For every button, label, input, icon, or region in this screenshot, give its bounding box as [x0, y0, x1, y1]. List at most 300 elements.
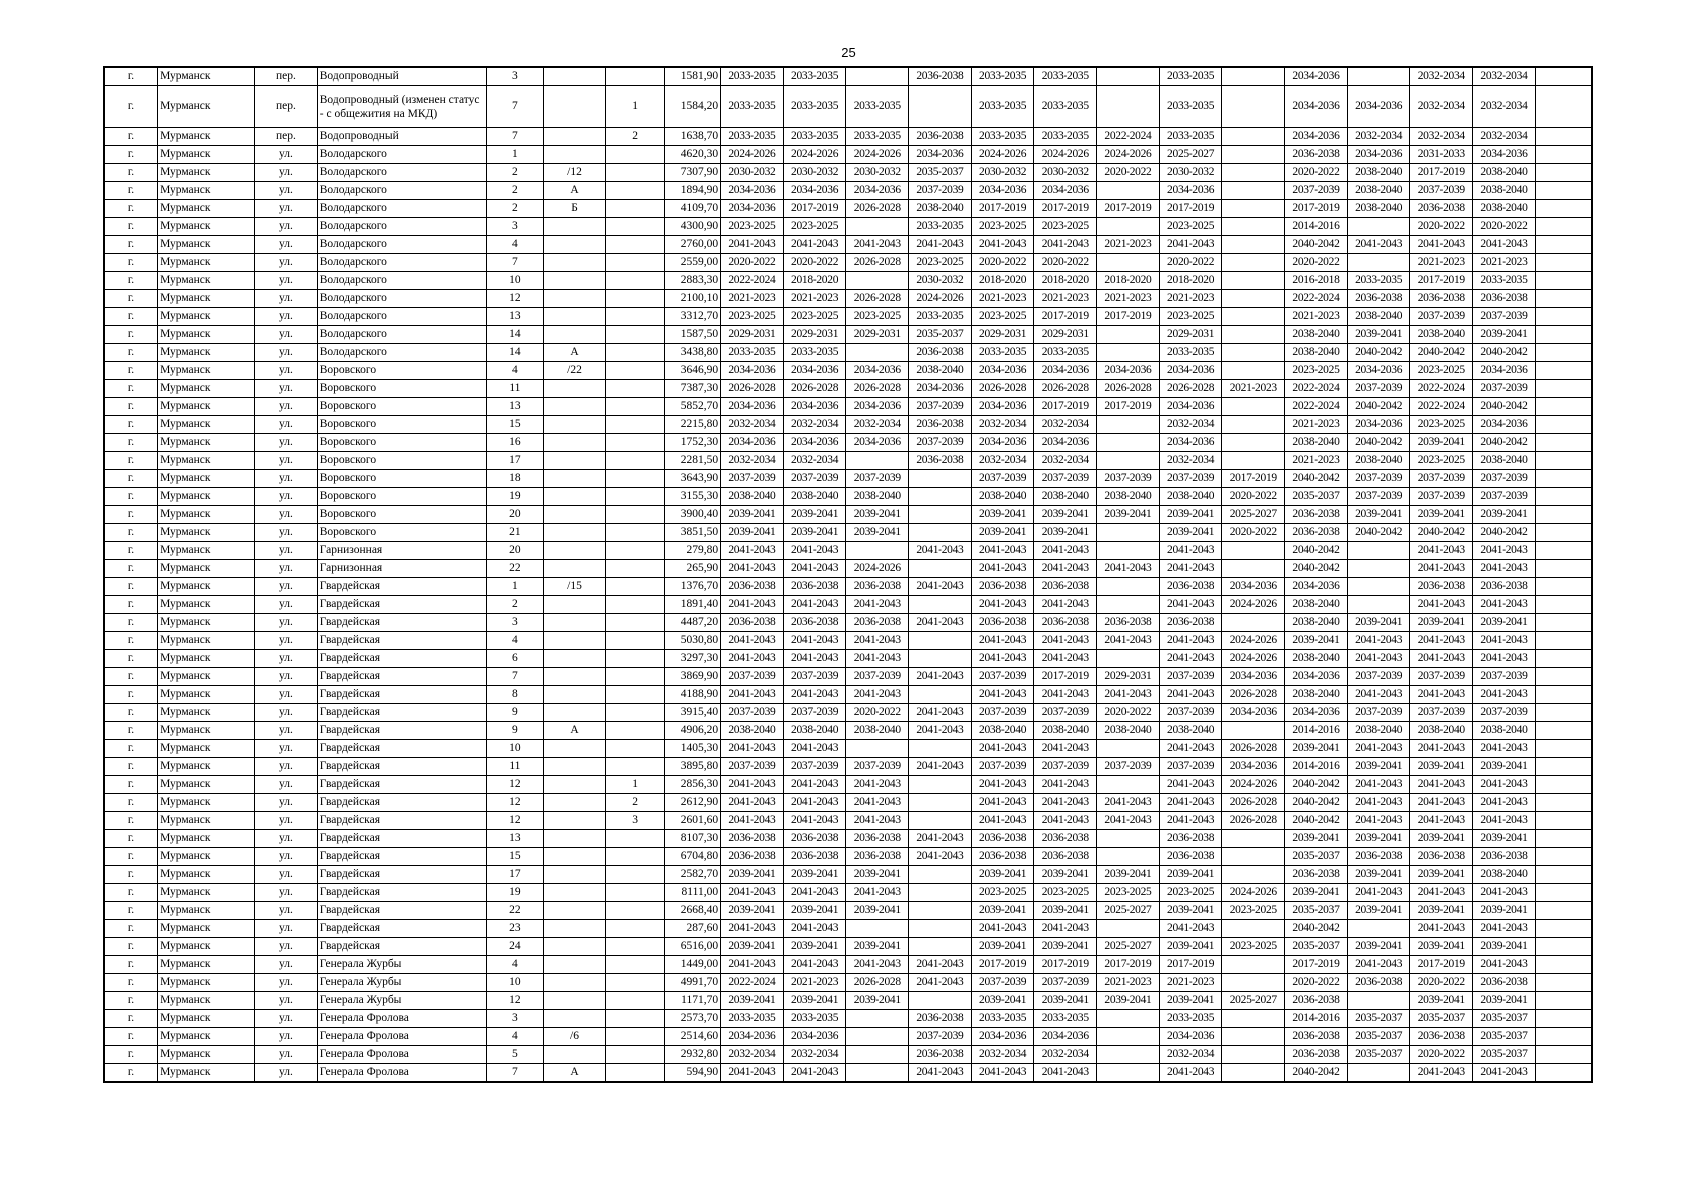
table-cell: 2041-2043 [721, 650, 784, 668]
table-cell: 2038-2040 [909, 200, 972, 218]
table-cell: 2041-2043 [1034, 596, 1097, 614]
table-cell [1347, 596, 1410, 614]
table-cell: 2036-2038 [783, 614, 846, 632]
table-cell: 2023-2025 [721, 308, 784, 326]
table-cell: 2035-2037 [1347, 1028, 1410, 1046]
table-cell: 2038-2040 [1473, 866, 1536, 884]
table-cell: 1 [486, 578, 544, 596]
table-cell: Мурманск [158, 272, 255, 290]
table-cell [544, 326, 606, 344]
table-cell: 2038-2040 [721, 488, 784, 506]
table-cell: 2038-2040 [971, 722, 1034, 740]
table-cell [544, 956, 606, 974]
table-cell [1535, 506, 1592, 524]
table-cell: 2 [486, 164, 544, 182]
table-cell: 2033-2035 [1159, 1010, 1222, 1028]
table-row [104, 470, 1592, 488]
table-cell [909, 992, 972, 1010]
table-cell: 2034-2036 [1285, 86, 1348, 128]
table-cell: г. [104, 614, 158, 632]
table-cell: 12 [486, 992, 544, 1010]
table-cell: 2041-2043 [971, 776, 1034, 794]
table-cell: 2041-2043 [1097, 812, 1160, 830]
table-cell: 2039-2041 [1034, 524, 1097, 542]
table-cell: 2041-2043 [909, 956, 972, 974]
table-cell: 2041-2043 [721, 560, 784, 578]
table-cell [1222, 920, 1285, 938]
table-cell: /6 [544, 1028, 606, 1046]
table-cell: Водопроводный [317, 128, 486, 146]
table-cell: 2036-2038 [1473, 848, 1536, 866]
table-cell: 2041-2043 [1473, 542, 1536, 560]
table-cell [544, 146, 606, 164]
table-cell: 2041-2043 [1347, 236, 1410, 254]
table-cell [909, 938, 972, 956]
table-cell [1535, 848, 1592, 866]
table-cell: 2029-2031 [783, 326, 846, 344]
table-cell: г. [104, 86, 158, 128]
table-cell: 2033-2035 [909, 308, 972, 326]
table-cell [605, 866, 665, 884]
table-cell: 2033-2035 [1159, 86, 1222, 128]
table-cell: 2037-2039 [1097, 758, 1160, 776]
table-cell: г. [104, 506, 158, 524]
table-cell: 7 [486, 668, 544, 686]
table-cell: 2033-2035 [783, 128, 846, 146]
table-cell: 7 [486, 128, 544, 146]
table-cell: 2041-2043 [1473, 812, 1536, 830]
table-cell: 2039-2041 [1347, 614, 1410, 632]
table-cell [1347, 67, 1410, 86]
table-cell: А [544, 344, 606, 362]
table-cell: 2014-2016 [1285, 722, 1348, 740]
table-cell: ул. [255, 1064, 318, 1083]
table-cell: Мурманск [158, 650, 255, 668]
table-cell: 2039-2041 [1159, 938, 1222, 956]
table-cell [605, 614, 665, 632]
table-cell [1222, 560, 1285, 578]
table-cell: 6516,00 [665, 938, 721, 956]
table-cell: 4 [486, 1028, 544, 1046]
table-cell: 2024-2026 [721, 146, 784, 164]
table-cell: 2034-2036 [1222, 704, 1285, 722]
table-cell: 2026-2028 [1222, 686, 1285, 704]
table-row [104, 1064, 1592, 1083]
table-cell: 2032-2034 [1473, 128, 1536, 146]
table-cell: 2033-2035 [721, 67, 784, 86]
table-cell: г. [104, 67, 158, 86]
table-cell [544, 86, 606, 128]
table-cell: 3851,50 [665, 524, 721, 542]
table-cell: Гвардейская [317, 938, 486, 956]
table-cell: ул. [255, 272, 318, 290]
table-cell: 2021-2023 [1222, 380, 1285, 398]
table-cell: 17 [486, 866, 544, 884]
table-cell: 2039-2041 [1285, 632, 1348, 650]
table-cell: 2039-2041 [1473, 758, 1536, 776]
table-cell [1535, 938, 1592, 956]
table-cell: 2612,90 [665, 794, 721, 812]
table-cell: 2041-2043 [909, 704, 972, 722]
table-cell: 2018-2020 [783, 272, 846, 290]
table-row [104, 794, 1592, 812]
table-cell: 2022-2024 [1097, 128, 1160, 146]
table-cell: 2037-2039 [1034, 470, 1097, 488]
table-cell: 2040-2042 [1410, 524, 1473, 542]
table-cell: 2033-2035 [971, 67, 1034, 86]
table-cell: 2039-2041 [1285, 740, 1348, 758]
table-cell: /15 [544, 578, 606, 596]
table-cell: ул. [255, 308, 318, 326]
table-cell: 8111,00 [665, 884, 721, 902]
table-cell: 2041-2043 [971, 632, 1034, 650]
table-cell [909, 902, 972, 920]
table-cell [605, 722, 665, 740]
table-cell: 2040-2042 [1285, 776, 1348, 794]
table-cell: 2039-2041 [721, 506, 784, 524]
table-cell: 2039-2041 [1097, 506, 1160, 524]
table-cell: 2041-2043 [909, 830, 972, 848]
table-cell [909, 488, 972, 506]
table-cell [605, 290, 665, 308]
table-cell: Володарского [317, 182, 486, 200]
table-cell: 2041-2043 [1347, 740, 1410, 758]
table-cell: г. [104, 182, 158, 200]
table-row [104, 866, 1592, 884]
table-cell: 2037-2039 [971, 470, 1034, 488]
table-cell: 12 [486, 290, 544, 308]
table-cell [605, 578, 665, 596]
table-cell: 2037-2039 [721, 758, 784, 776]
table-row [104, 686, 1592, 704]
table-cell: 2041-2043 [1410, 1064, 1473, 1083]
table-cell: 2034-2036 [846, 182, 909, 200]
table-cell: 2032-2034 [1159, 452, 1222, 470]
table-cell [544, 560, 606, 578]
table-cell: 2034-2036 [1222, 668, 1285, 686]
table-cell: 2033-2035 [1034, 67, 1097, 86]
table-cell: г. [104, 992, 158, 1010]
table-cell: 2037-2039 [846, 668, 909, 686]
table-cell: 2036-2038 [721, 848, 784, 866]
table-cell: г. [104, 362, 158, 380]
table-cell [605, 992, 665, 1010]
table-cell [1535, 308, 1592, 326]
table-cell: 2032-2034 [1159, 416, 1222, 434]
table-cell [544, 740, 606, 758]
table-cell: 2034-2036 [909, 146, 972, 164]
table-row [104, 938, 1592, 956]
table-cell: ул. [255, 182, 318, 200]
table-cell: Мурманск [158, 596, 255, 614]
table-cell: 2039-2041 [1410, 866, 1473, 884]
table-cell [1535, 758, 1592, 776]
table-cell: 2039-2041 [1034, 902, 1097, 920]
table-cell: 2036-2038 [909, 128, 972, 146]
table-cell [1535, 272, 1592, 290]
table-cell: 2033-2035 [1034, 86, 1097, 128]
table-cell: 2039-2041 [971, 524, 1034, 542]
table-cell: 2034-2036 [1285, 578, 1348, 596]
table-cell [544, 686, 606, 704]
table-cell: 2024-2026 [846, 146, 909, 164]
table-cell: г. [104, 776, 158, 794]
table-cell: 2026-2028 [1034, 380, 1097, 398]
table-cell: г. [104, 650, 158, 668]
table-cell [909, 632, 972, 650]
table-cell: 1752,30 [665, 434, 721, 452]
table-cell: 2029-2031 [1097, 668, 1160, 686]
table-cell: г. [104, 758, 158, 776]
table-cell: Мурманск [158, 146, 255, 164]
table-cell: 1891,40 [665, 596, 721, 614]
table-cell: Гвардейская [317, 650, 486, 668]
table-cell: 2023-2025 [846, 308, 909, 326]
table-cell: 2024-2026 [1222, 776, 1285, 794]
table-cell: 2029-2031 [971, 326, 1034, 344]
table-cell: 2023-2025 [971, 884, 1034, 902]
table-cell: 2039-2041 [1473, 902, 1536, 920]
table-cell [1222, 128, 1285, 146]
table-cell [605, 974, 665, 992]
table-cell: 2020-2022 [1410, 218, 1473, 236]
table-cell: 2017-2019 [1034, 398, 1097, 416]
table-cell: Мурманск [158, 902, 255, 920]
table-cell: 2023-2025 [1159, 308, 1222, 326]
table-cell [1347, 578, 1410, 596]
table-cell: 2037-2039 [1034, 974, 1097, 992]
table-cell: 2034-2036 [846, 434, 909, 452]
table-cell: 2025-2027 [1097, 902, 1160, 920]
table-cell: 2032-2034 [783, 416, 846, 434]
table-cell: 2036-2038 [971, 830, 1034, 848]
table-cell: 2024-2026 [1222, 650, 1285, 668]
table-cell: ул. [255, 596, 318, 614]
table-cell: 2036-2038 [846, 614, 909, 632]
table-cell [1097, 596, 1160, 614]
table-cell: 2020-2022 [1285, 254, 1348, 272]
table-cell: 2038-2040 [1347, 452, 1410, 470]
table-cell: 2037-2039 [1473, 488, 1536, 506]
table-cell [1222, 254, 1285, 272]
table-cell: 2039-2041 [1285, 830, 1348, 848]
table-cell [909, 650, 972, 668]
table-cell: г. [104, 1010, 158, 1028]
table-cell [846, 740, 909, 758]
table-cell: 2041-2043 [721, 542, 784, 560]
table-cell: 2023-2025 [1410, 452, 1473, 470]
table-cell: 2017-2019 [1285, 956, 1348, 974]
table-cell: 3643,90 [665, 470, 721, 488]
table-row [104, 614, 1592, 632]
table-cell [1097, 524, 1160, 542]
table-cell [1535, 146, 1592, 164]
table-cell: 2040-2042 [1285, 236, 1348, 254]
table-cell: Мурманск [158, 1046, 255, 1064]
table-cell: ул. [255, 1010, 318, 1028]
table-cell: г. [104, 938, 158, 956]
table-row [104, 128, 1592, 146]
table-cell: 2041-2043 [1473, 236, 1536, 254]
table-cell: 2035-2037 [909, 164, 972, 182]
table-cell: г. [104, 812, 158, 830]
table-cell: ул. [255, 326, 318, 344]
table-cell: 2035-2037 [1410, 1010, 1473, 1028]
table-cell [544, 920, 606, 938]
table-cell: Воровского [317, 416, 486, 434]
table-cell: 2021-2023 [1285, 452, 1348, 470]
table-cell [1222, 866, 1285, 884]
table-cell: 2041-2043 [721, 236, 784, 254]
table-cell: 2559,00 [665, 254, 721, 272]
table-cell: Воровского [317, 524, 486, 542]
table-cell: Водопроводный (изменен статус - с общежития на МКД) [317, 86, 486, 128]
table-cell: 2032-2034 [1034, 1046, 1097, 1064]
table-cell: 2041-2043 [783, 956, 846, 974]
table-cell [1535, 1028, 1592, 1046]
table-cell: 2039-2041 [1159, 902, 1222, 920]
table-cell: 2041-2043 [846, 650, 909, 668]
table-cell: 2601,60 [665, 812, 721, 830]
table-cell: 2041-2043 [1034, 686, 1097, 704]
table-cell: 2039-2041 [721, 902, 784, 920]
table-cell [1097, 67, 1160, 86]
table-cell: 1405,30 [665, 740, 721, 758]
page-number: 25 [841, 45, 856, 60]
table-cell: 2040-2042 [1285, 542, 1348, 560]
table-cell: 2040-2042 [1347, 344, 1410, 362]
table-cell: 2041-2043 [783, 632, 846, 650]
table-cell [605, 704, 665, 722]
table-cell: 2041-2043 [721, 956, 784, 974]
table-cell: 2037-2039 [1347, 704, 1410, 722]
table-cell: 2014-2016 [1285, 758, 1348, 776]
table-cell: Мурманск [158, 164, 255, 182]
table-cell: 2038-2040 [909, 362, 972, 380]
table-cell: 2041-2043 [783, 740, 846, 758]
table-cell: 2034-2036 [846, 362, 909, 380]
table-cell: 2036-2038 [1347, 974, 1410, 992]
table-cell: 2040-2042 [1347, 434, 1410, 452]
table-cell [544, 380, 606, 398]
table-cell: 2037-2039 [1347, 380, 1410, 398]
table-cell: 2023-2025 [1097, 884, 1160, 902]
table-cell [544, 524, 606, 542]
table-cell [544, 596, 606, 614]
table-cell: 2017-2019 [783, 200, 846, 218]
table-cell: 21 [486, 524, 544, 542]
table-cell: 2039-2041 [783, 992, 846, 1010]
table-cell [1222, 416, 1285, 434]
table-cell: 2041-2043 [1410, 650, 1473, 668]
table-cell: Гарнизонная [317, 560, 486, 578]
table-cell: 2041-2043 [1410, 596, 1473, 614]
table-cell: Володарского [317, 344, 486, 362]
table-cell: Мурманск [158, 758, 255, 776]
table-cell: 2036-2038 [1159, 830, 1222, 848]
table-cell [605, 1046, 665, 1064]
table-cell: 2039-2041 [1410, 902, 1473, 920]
table-cell [1097, 542, 1160, 560]
table-cell: 2 [605, 128, 665, 146]
table-cell [909, 560, 972, 578]
table-cell [605, 920, 665, 938]
table-cell: Мурманск [158, 67, 255, 86]
table-cell: 2041-2043 [1410, 740, 1473, 758]
table-cell: Мурманск [158, 524, 255, 542]
table-cell: 2023-2025 [721, 218, 784, 236]
table-cell: 2021-2023 [971, 290, 1034, 308]
table-cell: 12 [486, 794, 544, 812]
table-cell [605, 956, 665, 974]
table-cell: 2036-2038 [1159, 578, 1222, 596]
table-cell [1535, 722, 1592, 740]
table-cell: 2017-2019 [1034, 200, 1097, 218]
table-cell: 2038-2040 [1034, 722, 1097, 740]
table-cell: 2036-2038 [1473, 290, 1536, 308]
table-cell: 2020-2022 [783, 254, 846, 272]
table-cell: 2041-2043 [1097, 560, 1160, 578]
table-cell: 2041-2043 [1097, 794, 1160, 812]
table-cell: 10 [486, 740, 544, 758]
table-row [104, 650, 1592, 668]
table-cell: 2041-2043 [721, 632, 784, 650]
table-cell: 2025-2027 [1222, 992, 1285, 1010]
table-cell [909, 470, 972, 488]
table-row [104, 740, 1592, 758]
table-cell [909, 866, 972, 884]
table-cell: 2041-2043 [1347, 884, 1410, 902]
table-cell: 2017-2019 [1159, 956, 1222, 974]
table-cell: 2035-2037 [1473, 1028, 1536, 1046]
table-cell: ул. [255, 200, 318, 218]
table-cell [605, 344, 665, 362]
table-cell: 2039-2041 [971, 938, 1034, 956]
table-cell: 5852,70 [665, 398, 721, 416]
table-cell: 2029-2031 [1034, 326, 1097, 344]
table-cell [605, 758, 665, 776]
table-cell: 2037-2039 [721, 470, 784, 488]
table-cell: г. [104, 488, 158, 506]
table-row [104, 380, 1592, 398]
table-cell [1535, 164, 1592, 182]
table-cell: 2032-2034 [1410, 67, 1473, 86]
table-cell: 2021-2023 [1097, 236, 1160, 254]
table-cell [1535, 920, 1592, 938]
table-cell: 2041-2043 [971, 920, 1034, 938]
table-row [104, 146, 1592, 164]
table-cell [605, 1028, 665, 1046]
table-cell: 2041-2043 [1159, 596, 1222, 614]
table-cell: г. [104, 794, 158, 812]
table-cell: 2026-2028 [1159, 380, 1222, 398]
table-cell: 2039-2041 [721, 992, 784, 1010]
table-cell [1222, 146, 1285, 164]
table-cell: 2035-2037 [1285, 938, 1348, 956]
table-cell: 2039-2041 [1473, 614, 1536, 632]
table-cell [1222, 236, 1285, 254]
table-cell: 2041-2043 [1473, 1064, 1536, 1083]
table-cell: 2021-2023 [1285, 308, 1348, 326]
table-cell: Мурманск [158, 506, 255, 524]
table-cell: 3 [486, 67, 544, 86]
table-cell: Мурманск [158, 434, 255, 452]
table-cell: 2034-2036 [783, 362, 846, 380]
table-cell: 2023-2025 [1034, 884, 1097, 902]
table-cell [1535, 416, 1592, 434]
table-cell: Воровского [317, 398, 486, 416]
table-cell [544, 542, 606, 560]
